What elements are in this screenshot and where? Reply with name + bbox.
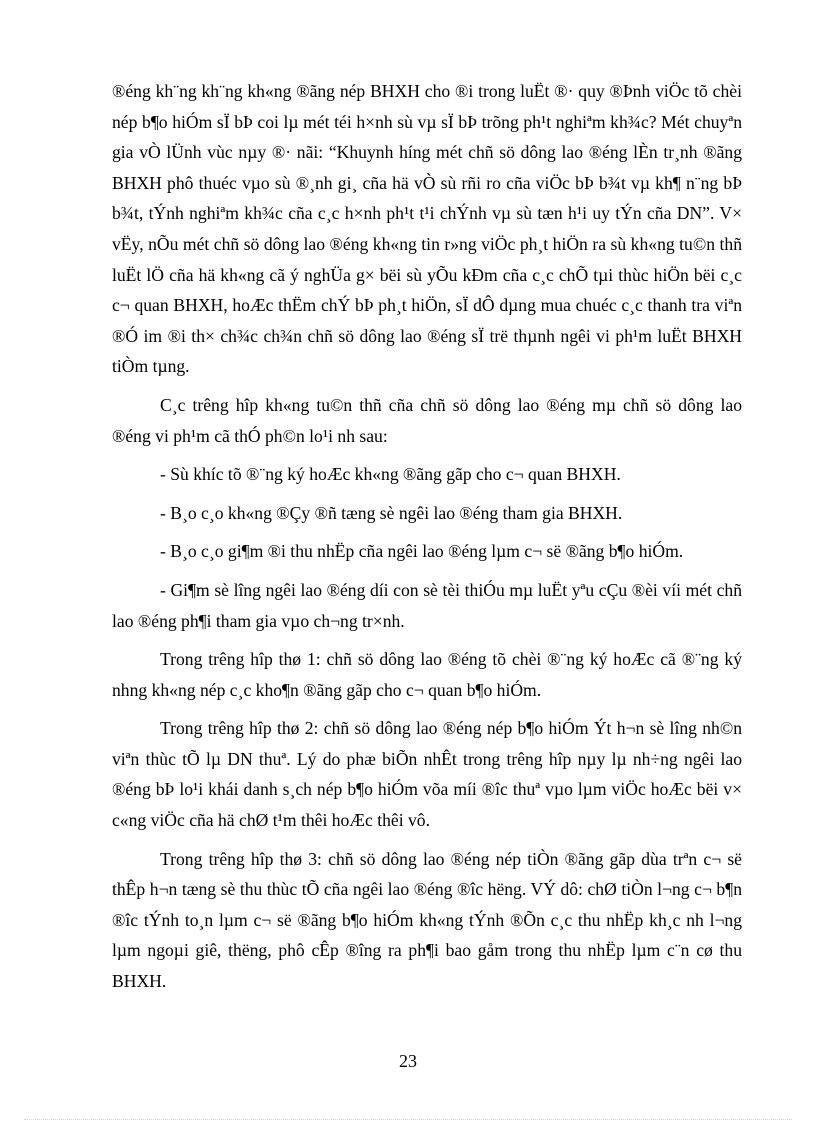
- paragraph-case-2: Trong trêng hîp thø 2: chñ sö dông lao ®éng nép b¶o hiÓm Ýt h¬n sè lîng nh©n viªn thùc tÕ lµ DN thuª. Lý do phæ biÕn nhÊt trong trêng hîp nµy lµ nh÷ng ngêi lao ®éng bÞ lo¹i khái danh s¸ch nép b¶o hiÓm võa míi ®îc thuª vµo lµm viÖc hoÆc bëi v× c«ng viÖc cña hä chØ t¹m thêi hoÆc thêi vô.: [112, 718, 742, 831]
- body-text: [112, 76, 742, 997]
- paragraph-1: ®éng kh¨ng kh¨ng kh«ng ®ãng nép BHXH cho ®i trong luËt ®· quy ®Þnh viÖc tõ chèi nép b¶o hiÓm sÏ bÞ coi lµ mét téi h×nh sù vµ sÏ bÞ trõng ph¹t nghiªm kh¾c? Mét chuyªn gia vÒ lÜnh vùc nµy ®· nãi: “Khuynh híng mét chñ sö dông lao ®éng lÈn tr¸nh ®ãng BHXH phô thuéc vµo sù ®¸nh gi¸ cña hä vÒ sù rñi ro cña viÖc bÞ b¾t vµ kh¶ n¨ng bÞ b¾t, tÝnh nghiªm kh¾c cña c¸c h×nh ph¹t t¹i chÝnh vµ sù tæn h¹i uy tÝn cña DN”. V× vËy, nÕu mét chñ sö dông lao ®éng kh«ng tin r»ng viÖc ph¸t hiÖn ra sù kh«ng tu©n thñ luËt lÖ cña hä kh«ng cã ý nghÜa g× bëi sù yÕu kÐm cña c¸c chÕ tµi thùc hiÖn bëi c¸c c¬ quan BHXH, hoÆc thËm chÝ bÞ ph¸t hiÖn, sÏ dÔ dµng mua chuéc c¸c thanh tra viªn ®Ó im ®i th× ch¾c ch¾n chñ sö dông lao ®éng sÏ trë thµnh ngêi vi ph¹m luËt BHXH tiÒm tµng.: [112, 81, 742, 377]
- list-item-1: - Sù khíc tõ ®¨ng ký hoÆc kh«ng ®ãng gãp cho c¬ quan BHXH.: [160, 464, 621, 485]
- paragraph-case-1: Trong trêng hîp thø 1: chñ sö dông lao ®éng tõ chèi ®¨ng ký hoÆc cã ®¨ng ký nhng kh«ng nép c¸c kho¶n ®ãng gãp cho c¬ quan b¶o hiÓm.: [112, 649, 742, 700]
- list-item-3: - B¸o c¸o gi¶m ®i thu nhËp cña ngêi lao ®éng lµm c¬ së ®ãng b¶o hiÓm.: [160, 541, 684, 562]
- page-number: 23: [399, 1051, 417, 1071]
- page-bottom-divider: [24, 1119, 792, 1120]
- list-item-4: - Gi¶m sè lîng ngêi lao ®éng díi con sè tèi thiÓu mµ luËt yªu cÇu ®èi víi mét chñ lao ®éng ph¶i tham gia vµo ch¬ng tr×nh.: [112, 579, 742, 631]
- list-item-2: - B¸o c¸o kh«ng ®Çy ®ñ tæng sè ngêi lao ®éng tham gia BHXH.: [160, 502, 623, 523]
- paragraph-case-3: Trong trêng hîp thø 3: chñ sö dông lao ®éng nép tiÒn ®ãng gãp dùa trªn c¬ së thÊp h¬n tæng sè thu thùc tÕ cña ngêi lao ®éng ®îc hëng. VÝ dô: chØ tiÒn l¬ng c¬ b¶n ®îc tÝnh to¸n lµm c¬ së ®ãng b¶o hiÓm kh«ng tÝnh ®Õn c¸c thu nhËp kh¸c nh l¬ng lµm ngoµi giê, thëng, phô cÊp ®îng ra ph¶i bao gåm trong thu nhËp lµm c¨n cø thu BHXH.: [112, 848, 742, 992]
- paragraph-2: C¸c trêng hîp kh«ng tu©n thñ cña chñ sö dông lao ®éng mµ chñ sö dông lao ®éng vi ph¹m cã thÓ ph©n lo¹i nh sau:: [112, 394, 742, 446]
